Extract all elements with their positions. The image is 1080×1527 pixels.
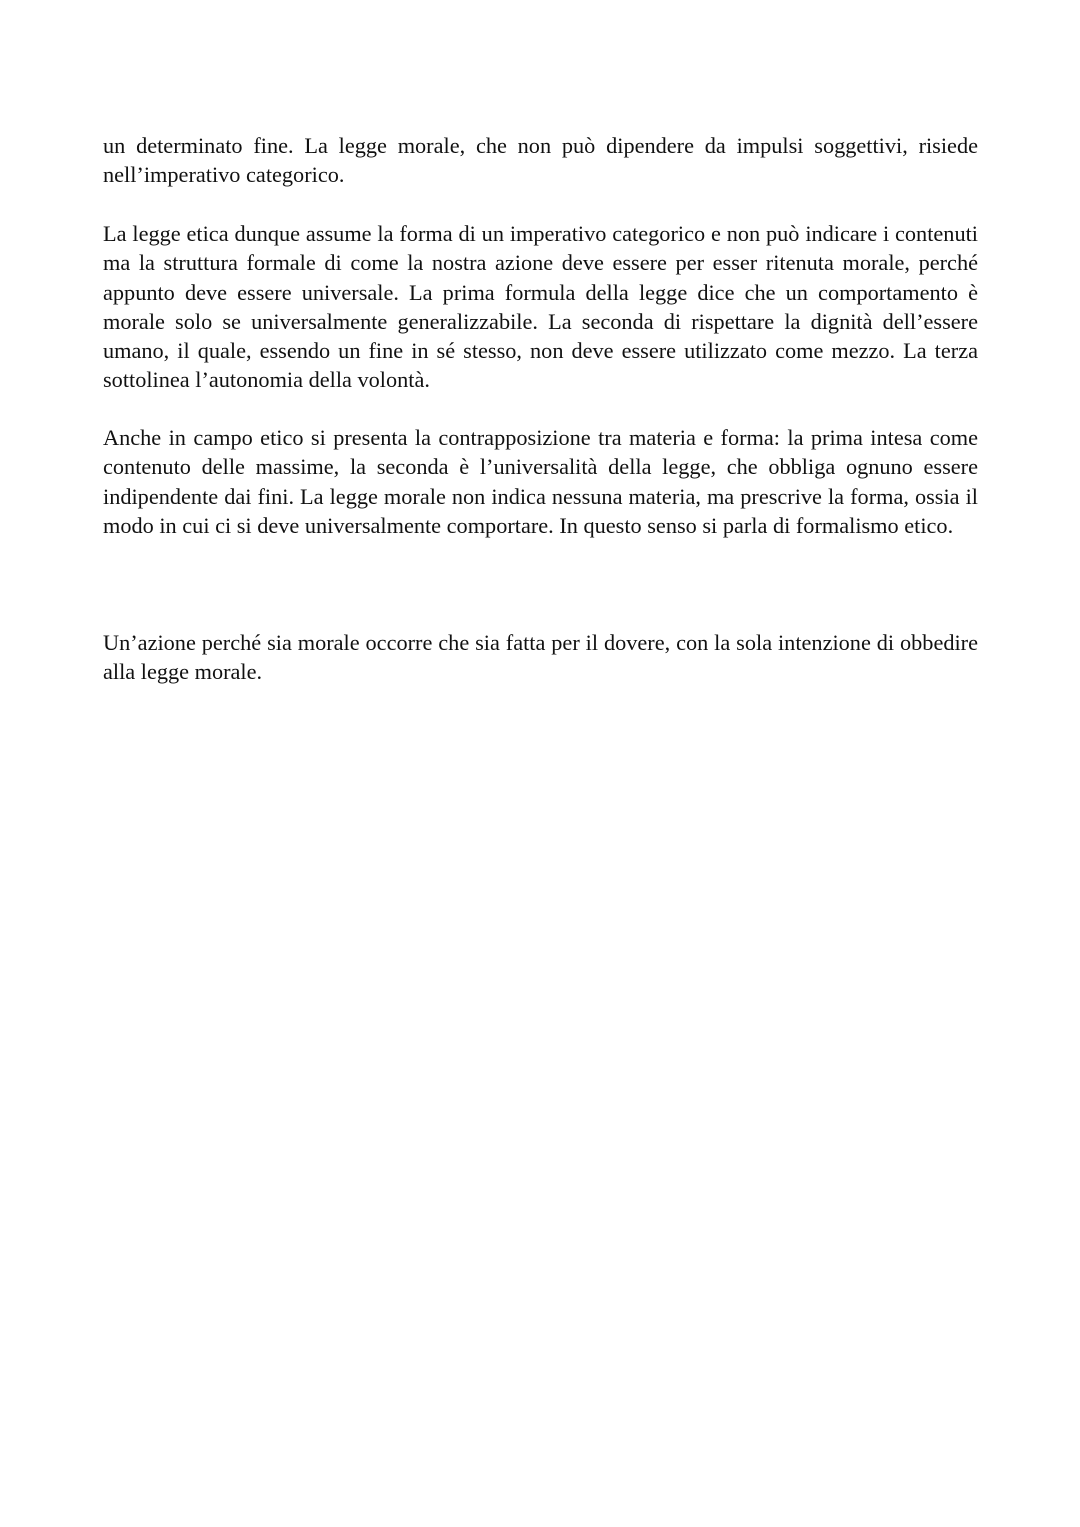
paragraph-continuation: un determinato fine. La legge morale, che non può dipendere da impulsi soggettivi, risiede nell’imperativo categorico.: [103, 133, 978, 188]
paragraph-ethical-formalism: Anche in campo etico si presenta la contrapposizione tra materia e forma: la prima intesa come contenuto delle massime, la seconda è l’universalità della legge, che obbliga ognuno essere indipendente dai fini. La legge morale non indica nessuna materia, ma prescrive la forma, ossia il modo in cui ci si deve universalmente comportare. In questo senso si parla di formalismo etico.: [103, 425, 978, 538]
paragraph-categorical-imperative: La legge etica dunque assume la forma di un imperativo categorico e non può indicare i contenuti ma la struttura formale di come la nostra azione deve essere per esser ritenuta morale, perché appunto deve essere universale. La prima formula della legge dice che un comportamento è morale solo se universalmente generalizzabile. La seconda di rispettare la dignità dell’essere umano, il quale, essendo un fine in sé stesso, non deve essere utilizzato come mezzo. La terza sottolinea l’autonomia della volontà.: [103, 221, 978, 393]
paragraph-duty: Un’azione perché sia morale occorre che sia fatta per il dovere, con la sola intenzione di obbedire alla legge morale.: [103, 630, 978, 685]
